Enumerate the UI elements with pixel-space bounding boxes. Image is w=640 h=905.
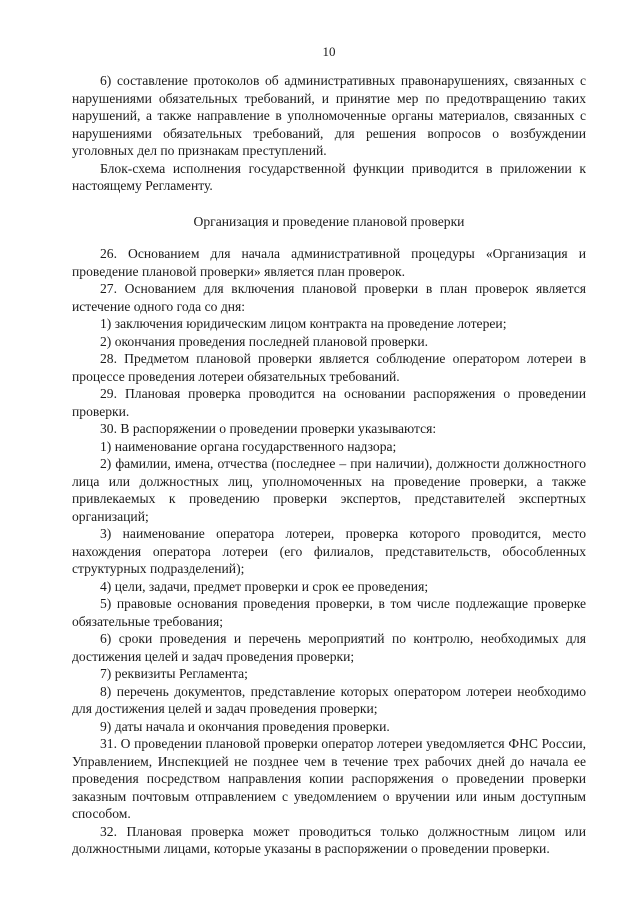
paragraph-30: 30. В распоряжении о проведении проверки указываются: — [100, 421, 437, 436]
paragraph-28: 28. Предметом плановой проверки является соблюдение оператором лотереи в процессе проведения лотереи обязательных требований. — [72, 351, 586, 384]
paragraph-30-item-5: 5) правовые основания проведения проверки, в том числе подлежащие проверке обязательные требования; — [72, 596, 586, 629]
paragraph-30-item-8: 8) перечень документов, представление которых оператором лотереи необходимо для достижения целей и задач проведения проверки; — [72, 683, 586, 716]
page-number: 10 — [322, 44, 336, 59]
paragraph-30-item-4: 4) цели, задачи, предмет проверки и срок ее проведения; — [100, 578, 429, 594]
document-page — [72, 44, 586, 858]
paragraph-30-item-3: 3) наименование оператора лотереи, проверка которого проводится, место нахождения оператора лотереи (его филиалов, представительств, обособленных структурных подразделений); — [72, 526, 586, 576]
paragraph-26: 26. Основанием для начала административной процедуры «Организация и проведение плановой проверки» является план проверок. — [72, 246, 586, 279]
paragraph-31: 31. О проведении плановой проверки оператор лотереи уведомляется ФНС России, Управлением, Инспекцией не позднее чем в течение трех рабочих дней до начала ее проведения посредством направления копии распоряжения о проведении проверки заказным почтовым отправлением с уведомлением о вручении или иным доступным способом. — [72, 736, 586, 821]
paragraph-30-item-9: 9) даты начала и окончания проведения проверки. — [100, 718, 390, 734]
section-title: Организация и проведение плановой проверки — [193, 213, 465, 229]
paragraph-27-item-2: 2) окончания проведения последней плановой проверки. — [100, 333, 429, 349]
paragraph-30-item-6: 6) сроки проведения и перечень мероприятий по контролю, необходимых для достижения целей и задач проведения проверки; — [72, 631, 586, 664]
paragraph-30-item-1: 1) наименование органа государственного надзора; — [100, 438, 397, 454]
paragraph-27-item-1: 1) заключения юридическим лицом контракта на проведение лотереи; — [100, 316, 507, 331]
paragraph-32: 32. Плановая проверка может проводиться только должностным лицом или должностными лицами, которые указаны в распоряжении о проведении проверки. — [72, 823, 586, 856]
paragraph-30-item-7: 7) реквизиты Регламента; — [100, 666, 248, 681]
paragraph-flowchart-reference: Блок-схема исполнения государственной функции приводится в приложении к настоящему Регламенту. — [72, 160, 586, 193]
paragraph-29: 29. Плановая проверка проводится на основании распоряжения о проведении проверки. — [72, 386, 586, 419]
paragraph-27: 27. Основанием для включения плановой проверки в план проверок является истечение одного года со дня: — [72, 281, 586, 314]
paragraph-30-item-2: 2) фамилии, имена, отчества (последнее – при наличии), должности должностного лица или должностных лиц, уполномоченных на проведение проверки, а также привлекаемых к проведению проверки экспертов, представителей экспертных организаций; — [72, 456, 586, 524]
paragraph-item-6: 6) составление протоколов об административных правонарушениях, связанных с нарушениями обязательных требований, и принятие мер по предотвращению таких нарушений, а также направление в уполномоченные органы материалов, связанных с нарушениями обязательных требований, для решения вопросов о возбуждении уголовных дел по признакам преступлений. — [72, 73, 586, 158]
